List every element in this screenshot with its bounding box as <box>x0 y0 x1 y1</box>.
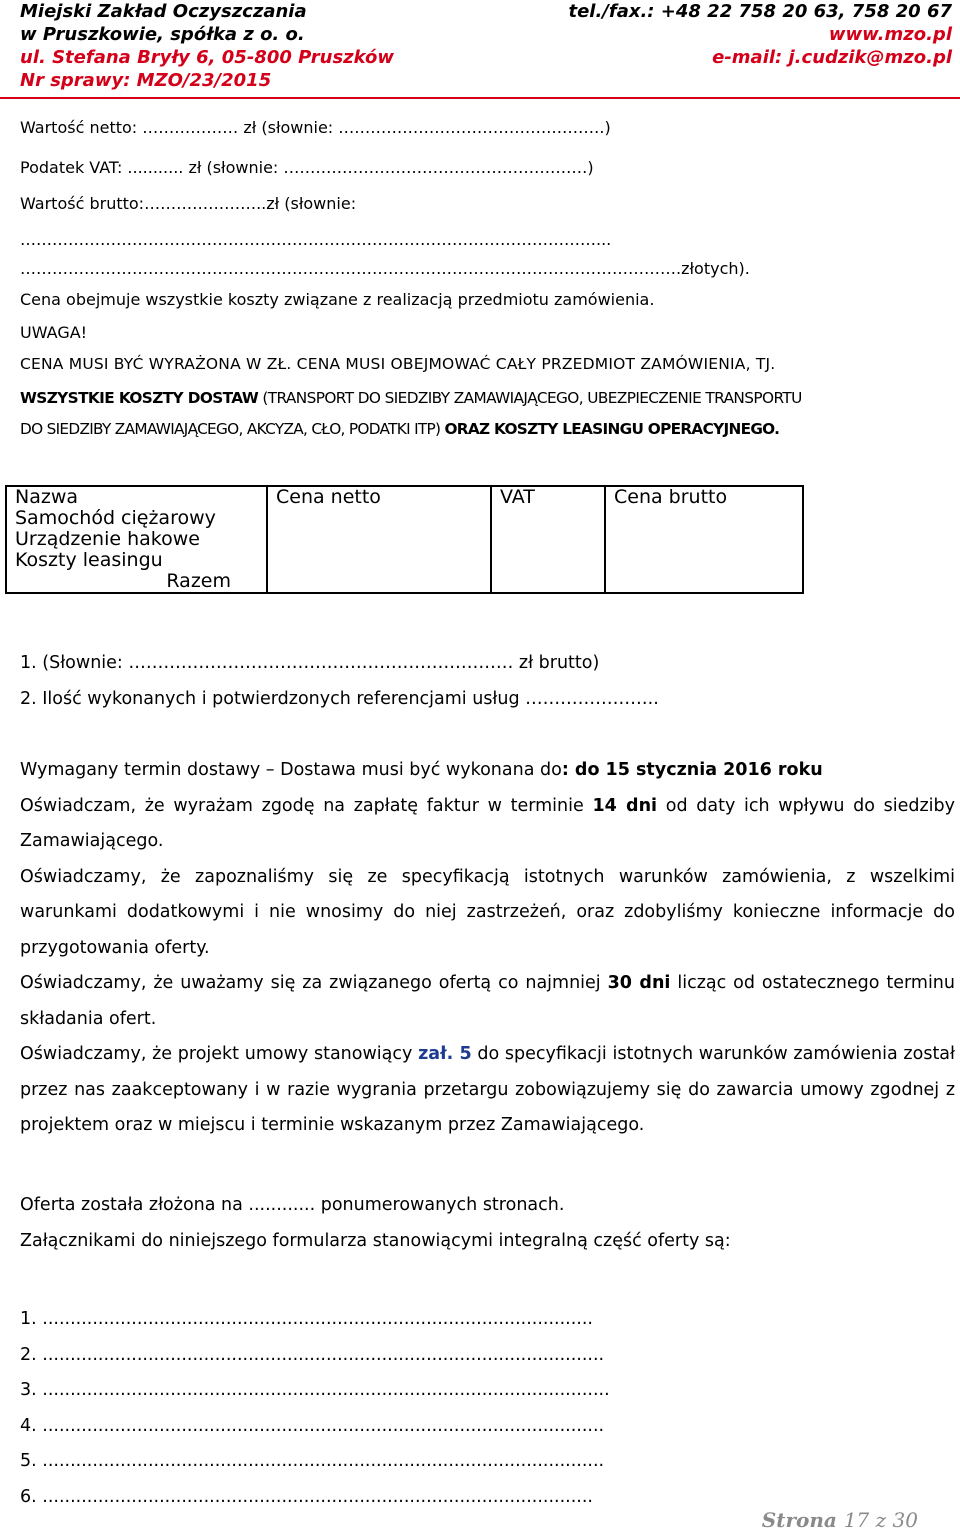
attention-label: UWAGA! <box>20 323 88 342</box>
table-row <box>6 529 803 550</box>
row-label: Samochód ciężarowy <box>6 508 267 529</box>
vat-cell[interactable] <box>491 550 605 571</box>
warning-line-1: CENA MUSI BYĆ WYRAŻONA W ZŁ. CENA MUSI OBEJMOWAĆ CAŁY PRZEDMIOT ZAMÓWIENIA, TJ. <box>20 355 776 373</box>
gross-cell[interactable] <box>605 529 803 550</box>
contract-statement <box>20 1037 955 1144</box>
page-number <box>762 1508 918 1532</box>
company-phone: tel./fax.: +48 22 758 20 63, 758 20 67 <box>568 1 952 22</box>
company-name: Miejski Zakład Oczyszczania <box>20 1 307 22</box>
list-item: 4. ..................................................................................................... <box>20 1415 605 1436</box>
company-website[interactable]: www.mzo.pl <box>828 24 952 45</box>
value-netto: Wartość netto: ……………… zł (słownie: ………………………………….……….) <box>20 118 611 137</box>
list-item: 3. ...................................................................................................... <box>20 1380 610 1400</box>
terms-block <box>20 753 955 1144</box>
net-cell[interactable] <box>267 550 491 571</box>
value-brutto: Wartość brutto:…………………..zł (słownie: <box>20 194 357 213</box>
page-separator: z <box>869 1508 893 1532</box>
amount-in-words: 1. (Słownie: ………………………………………………………… zł brutto) <box>20 653 600 673</box>
list-item: 6. ................................................................................................... <box>20 1486 593 1507</box>
net-cell[interactable] <box>267 508 491 529</box>
contract-attachment-ref: zał. 5 <box>418 1044 472 1064</box>
vat-cell[interactable] <box>491 529 605 550</box>
letterhead <box>0 0 960 100</box>
list-item: 2. ..................................................................................................... <box>20 1344 605 1365</box>
table-row <box>6 550 803 571</box>
delivery-term-text: Wymagany termin dostawy – Dostawa musi być wykonana do <box>20 760 562 780</box>
bound-statement-rest: licząc od ostatecznego terminu składania ofert. <box>20 973 955 1029</box>
net-cell[interactable] <box>267 529 491 550</box>
company-name-2: w Pruszkowie, spółka z o. o. <box>20 24 305 45</box>
payment-term-rest: od daty ich wpływu do siedziby Zamawiającego. <box>20 795 956 851</box>
contract-statement-text: Oświadczamy, że projekt umowy stanowiący <box>20 1044 419 1064</box>
payment-term-days: 14 dni <box>592 795 658 816</box>
spec-statement: Oświadczamy, że zapoznaliśmy się ze specyfikacją istotnych warunków zamówienia, z wszelkimi warunkami dodatkowymi i nie wnosimy do niej zastrzeżeń, oraz zdobyliśmy konieczne informacje do przygotowania oferty. <box>20 866 955 958</box>
gross-cell[interactable] <box>605 571 803 593</box>
table-header-row <box>6 486 803 508</box>
value-dots-2: …………………………………………………………………………………………………………….złotych). <box>20 259 750 278</box>
attachments-intro: Załącznikami do niniejszego formularza stanowiącymi integralną część oferty są: <box>20 1231 731 1251</box>
warning-line-2-rest: (TRANSPORT DO SIEDZIBY ZAMAWIAJĄCEGO, UBEZPIECZENIE TRANSPORTU <box>258 389 802 407</box>
header-name: Nazwa <box>6 486 267 508</box>
page-total: 30 <box>892 1508 918 1532</box>
vat-cell[interactable] <box>491 508 605 529</box>
letterhead-row-4 <box>20 69 952 93</box>
net-cell[interactable] <box>267 571 491 593</box>
value-dots-1: ………………………………………………………………………………………………... <box>20 230 612 249</box>
warning-line-2 <box>20 389 802 407</box>
list-item: 1. ................................................................................................... <box>20 1309 593 1329</box>
bound-statement-text: Oświadczamy, że uważamy się za związanego ofertą co najmniej <box>20 973 608 993</box>
bound-statement <box>20 966 955 1037</box>
value-vat: Podatek VAT: ........... zł (słownie: …………………………………………………) <box>20 158 594 177</box>
pages-statement: Oferta została złożona na ............ ponumerowanych stronach. <box>20 1195 565 1215</box>
warning-line-3 <box>20 420 779 438</box>
vat-cell[interactable] <box>491 571 605 593</box>
header-vat: VAT <box>491 486 605 508</box>
company-address: ul. Stefana Bryły 6, 05-800 Pruszków <box>20 47 394 68</box>
header-divider <box>0 97 960 99</box>
warning-line-3-rest: DO SIEDZIBY ZAMAWIAJĄCEGO, AKCYZA, CŁO, PODATKI ITP) <box>20 420 445 438</box>
price-table <box>5 485 804 594</box>
table-row <box>6 508 803 529</box>
row-label: Urządzenie hakowe <box>6 529 267 550</box>
bound-statement-days: 30 dni <box>607 973 671 993</box>
page-prefix: Strona <box>761 1508 844 1532</box>
total-label: Razem <box>6 571 267 593</box>
letterhead-row-2 <box>20 23 952 47</box>
payment-term-text: Oświadczam, że wyrażam zgodę na zapłatę faktur w terminie <box>20 795 593 816</box>
letterhead-row-3 <box>20 46 952 70</box>
letterhead-row-1 <box>20 0 952 24</box>
row-label: Koszty leasingu <box>6 550 267 571</box>
cost-note: Cena obejmuje wszystkie koszty związane z realizacją przedmiotu zamówienia. <box>20 290 655 309</box>
company-email[interactable]: e-mail: j.cudzik@mzo.pl <box>712 47 952 68</box>
page-current: 17 <box>843 1508 870 1532</box>
gross-cell[interactable] <box>605 550 803 571</box>
delivery-term-date: : do 15 stycznia 2016 roku <box>561 760 823 780</box>
list-item: 5. ..................................................................................................... <box>20 1451 605 1471</box>
services-count: 2. Ilość wykonanych i potwierdzonych referencjami usług ………………….. <box>20 689 659 709</box>
delivery-term <box>20 753 955 789</box>
header-gross-price: Cena brutto <box>605 486 803 508</box>
contract-statement-rest: do specyfikacji istotnych warunków zamówienia został przez nas zaakceptowany i w razie wygrania przetargu zobowiązujemy się do zawarcia umowy zgodnej z projektem oraz w miejscu i terminie wskazanym przez Zamawiającego. <box>20 1044 956 1135</box>
table-total-row <box>6 571 803 593</box>
case-number: Nr sprawy: MZO/23/2015 <box>20 70 272 91</box>
header-net-price: Cena netto <box>267 486 491 508</box>
gross-cell[interactable] <box>605 508 803 529</box>
warning-line-2-bold: WSZYSTKIE KOSZTY DOSTAW <box>20 389 259 407</box>
payment-term <box>20 789 955 860</box>
attachments-list <box>20 1302 610 1515</box>
warning-line-3-bold: ORAZ KOSZTY LEASINGU OPERACYJNEGO. <box>444 420 780 438</box>
